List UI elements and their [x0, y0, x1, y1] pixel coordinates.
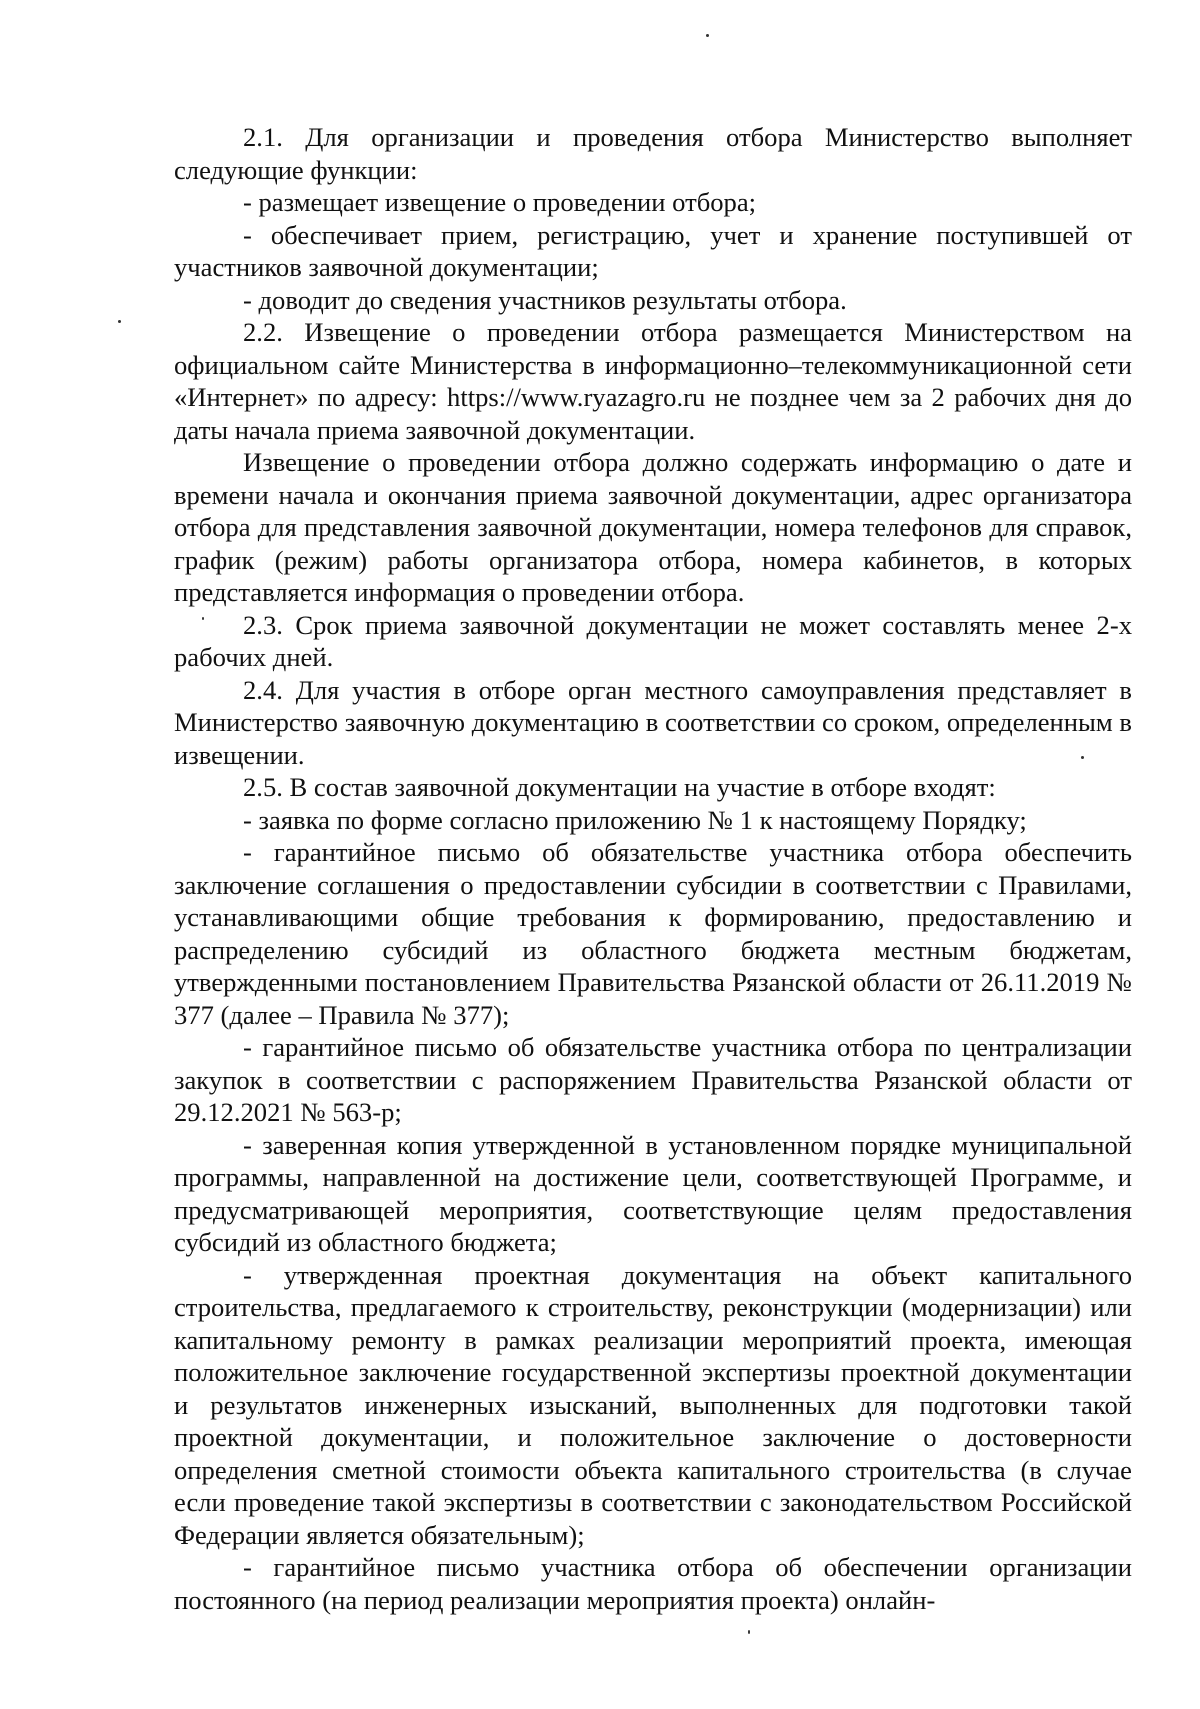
paragraph: 2.2. Извещение о проведении отбора размещается Министерством на официальном сайте Министерства в информационно–телекоммуникационной сети «Интернет» по адресу: https://www.ryazagro.ru не позднее чем за 2 рабочих дня до даты начала приема заявочной документации.	[174, 317, 1132, 445]
scan-speck	[118, 320, 121, 323]
paragraph: - заверенная копия утвержденной в установленном порядке муниципальной программы, направленной на достижение цели, соответствующей Программе, и предусматривающей мероприятия, соответствующие целям предоставления субсидий из областного бюджета;	[174, 1129, 1132, 1257]
paragraph: - доводит до сведения участников результаты отбора.	[243, 284, 847, 315]
paragraph: - обеспечивает прием, регистрацию, учет и хранение поступившей от участников заявочной документации;	[174, 219, 1132, 282]
scan-speck	[706, 34, 709, 37]
paragraph: - заявка по форме согласно приложению № 1 к настоящему Порядку;	[243, 804, 1027, 835]
paragraph: - гарантийное письмо об обязательстве участника отбора по централизации закупок в соответствии с распоряжением Правительства Рязанской области от 29.12.2021 № 563-р;	[174, 1032, 1132, 1127]
paragraph: 2.3. Срок приема заявочной документации не может составлять менее 2-х рабочих дней.	[174, 609, 1132, 672]
paragraph: - гарантийное письмо участника отбора об обеспечении организации постоянного (на период реализации мероприятия проекта) онлайн-	[174, 1552, 1132, 1615]
document-body	[174, 121, 1132, 1616]
paragraph: 2.1. Для организации и проведения отбора Министерство выполняет следующие функции:	[174, 122, 1132, 185]
scan-speck	[748, 1630, 750, 1634]
paragraph: Извещение о проведении отбора должно содержать информацию о дате и времени начала и окончания приема заявочной документации, адрес организатора отбора для представления заявочной документации, номера телефонов для справок, график (режим) работы организатора отбора, номера кабинетов, в которых представляется информация о проведении отбора.	[174, 447, 1132, 607]
paragraph: - гарантийное письмо об обязательстве участника отбора обеспечить заключение соглашения о предоставлении субсидии в соответствии с Правилами, устанавливающими общие требования к формированию, предоставлению и распределению субсидий из областного бюджета местным бюджетам, утвержденными постановлением Правительства Рязанской области от 26.11.2019 № 377 (далее – Правила № 377);	[174, 837, 1132, 1030]
paragraph: 2.4. Для участия в отборе орган местного самоуправления представляет в Министерство заявочную документацию в соответствии со сроком, определенным в извещении.	[174, 674, 1132, 770]
paragraph: - размещает извещение о проведении отбора;	[243, 187, 757, 217]
paragraph: - утвержденная проектная документация на объект капитального строительства, предлагаемого к строительству, реконструкции (модернизации) или капитальному ремонту в рамках реализации мероприятий проекта, имеющая положительное заключение государственной экспертизы проектной документации и результатов инженерных изысканий, выполненных для подготовки такой проектной документации, и положительное заключение о достоверности определения сметной стоимости объекта капитального строительства (в случае если проведение такой экспертизы в соответствии с законодательством Российской Федерации является обязательным);	[174, 1259, 1132, 1550]
paragraph: 2.5. В состав заявочной документации на участие в отборе входят:	[243, 772, 996, 802]
